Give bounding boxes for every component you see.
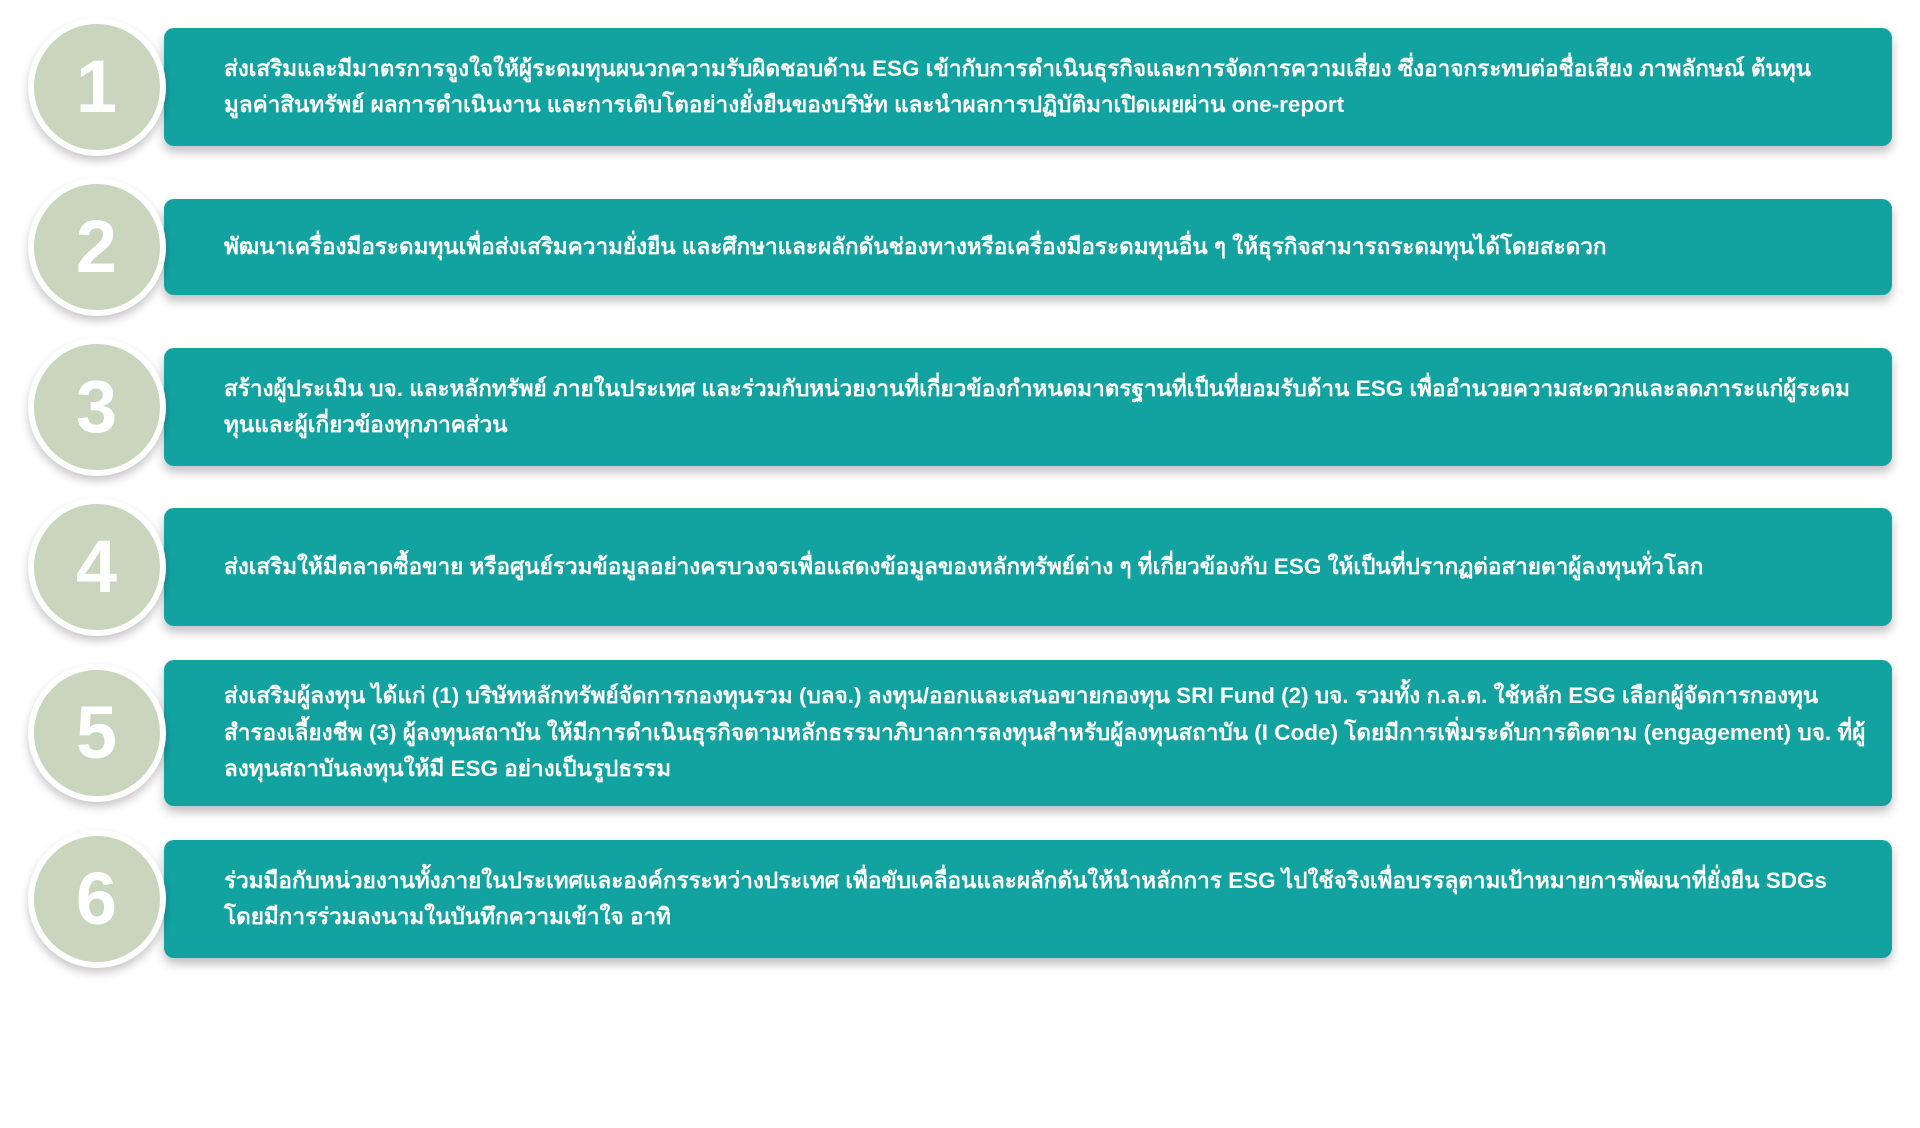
item-number: 4 — [75, 525, 119, 608]
number-circle — [28, 18, 166, 156]
item-banner — [164, 508, 1892, 626]
item-banner — [164, 840, 1892, 958]
item-number: 3 — [75, 365, 119, 448]
list-item — [28, 498, 1892, 636]
list-item — [28, 18, 1892, 156]
list-item — [28, 658, 1892, 808]
number-circle — [28, 498, 166, 636]
item-banner — [164, 199, 1892, 295]
number-circle — [28, 664, 166, 802]
number-circle — [28, 830, 166, 968]
item-number-badge — [28, 178, 182, 316]
item-text: พัฒนาเครื่องมือระดมทุนเพื่อส่งเสริมความยั่งยืน และศึกษาและผลักดันช่องทางหรือเครื่องมือระดมทุนอื่น ๆ ให้ธุรกิจสามารถระดมทุนได้โดยสะดวก — [224, 233, 1607, 259]
list-item — [28, 338, 1892, 476]
item-text: ส่งเสริมผู้ลงทุน ได้แก่ (1) บริษัทหลักทรัพย์จัดการกองทุนรวม (บลจ.) ลงทุน/ออกและเสนอขายกองทุน SRI Fund (2) บจ. รวมทั้ง ก.ล.ต. ใช้หลัก ESG เลือกผู้จัดการกองทุนสำรองเลี้ยงชีพ (3) ผู้ลงทุนสถาบัน ให้มีการดำเนินธุรกิจตามหลักธรรมาภิบาลการลงทุนสำหรับผู้ลงทุนสถาบัน (I Code) โดยมีการเพิ่มระดับการติดตาม (engagement) บจ. ที่ผู้ลงทุนสถาบันลงทุนให้มี ESG อย่างเป็นรูปธรรม — [224, 683, 1866, 782]
item-number-badge — [28, 664, 182, 802]
item-number: 2 — [75, 205, 119, 288]
item-text: ร่วมมือกับหน่วยงานทั้งภายในประเทศและองค์กรระหว่างประเทศ เพื่อขับเคลื่อนและผลักดันให้นำหลักการ ESG ไปใช้จริงเพื่อบรรลุตามเป้าหมายการพัฒนาที่ยั่งยืน SDGs โดยมีการร่วมลงนามในบันทึกความเข้าใจ อาทิ — [224, 867, 1827, 929]
list-item — [28, 178, 1892, 316]
item-number-badge — [28, 830, 182, 968]
item-text: ส่งเสริมและมีมาตรการจูงใจให้ผู้ระดมทุนผนวกความรับผิดชอบด้าน ESG เข้ากับการดำเนินธุรกิจและการจัดการความเสี่ยง ซึ่งอาจกระทบต่อชื่อเสียง ภาพลักษณ์ ต้นทุน มูลค่าสินทรัพย์ ผลการดำเนินงาน และการเติบโตอย่างยั่งยืนของบริษัท และนำผลการปฏิบัติมาเปิดเผยผ่าน one-report — [224, 55, 1812, 117]
number-circle — [28, 338, 166, 476]
item-number-badge — [28, 338, 182, 476]
item-number: 1 — [75, 45, 119, 128]
item-number-badge — [28, 498, 182, 636]
item-number: 6 — [75, 857, 119, 940]
item-banner — [164, 660, 1892, 805]
list-item — [28, 830, 1892, 968]
item-text: สร้างผู้ประเมิน บจ. และหลักทรัพย์ ภายในประเทศ และร่วมกับหน่วยงานที่เกี่ยวข้องกำหนดมาตรฐานที่เป็นที่ยอมรับด้าน ESG เพื่ออำนวยความสะดวกและลดภาระแก่ผู้ระดมทุนและผู้เกี่ยวข้องทุกภาคส่วน — [224, 375, 1851, 437]
item-banner — [164, 28, 1892, 146]
item-banner — [164, 348, 1892, 466]
item-text: ส่งเสริมให้มีตลาดซื้อขาย หรือศูนย์รวมข้อมูลอย่างครบวงจรเพื่อแสดงข้อมูลของหลักทรัพย์ต่าง ๆ ที่เกี่ยวข้องกับ ESG ให้เป็นที่ปรากฏต่อสายตาผู้ลงทุนทั่วโลก — [224, 553, 1704, 579]
item-number-badge — [28, 18, 182, 156]
number-circle — [28, 178, 166, 316]
item-number: 5 — [75, 691, 119, 774]
